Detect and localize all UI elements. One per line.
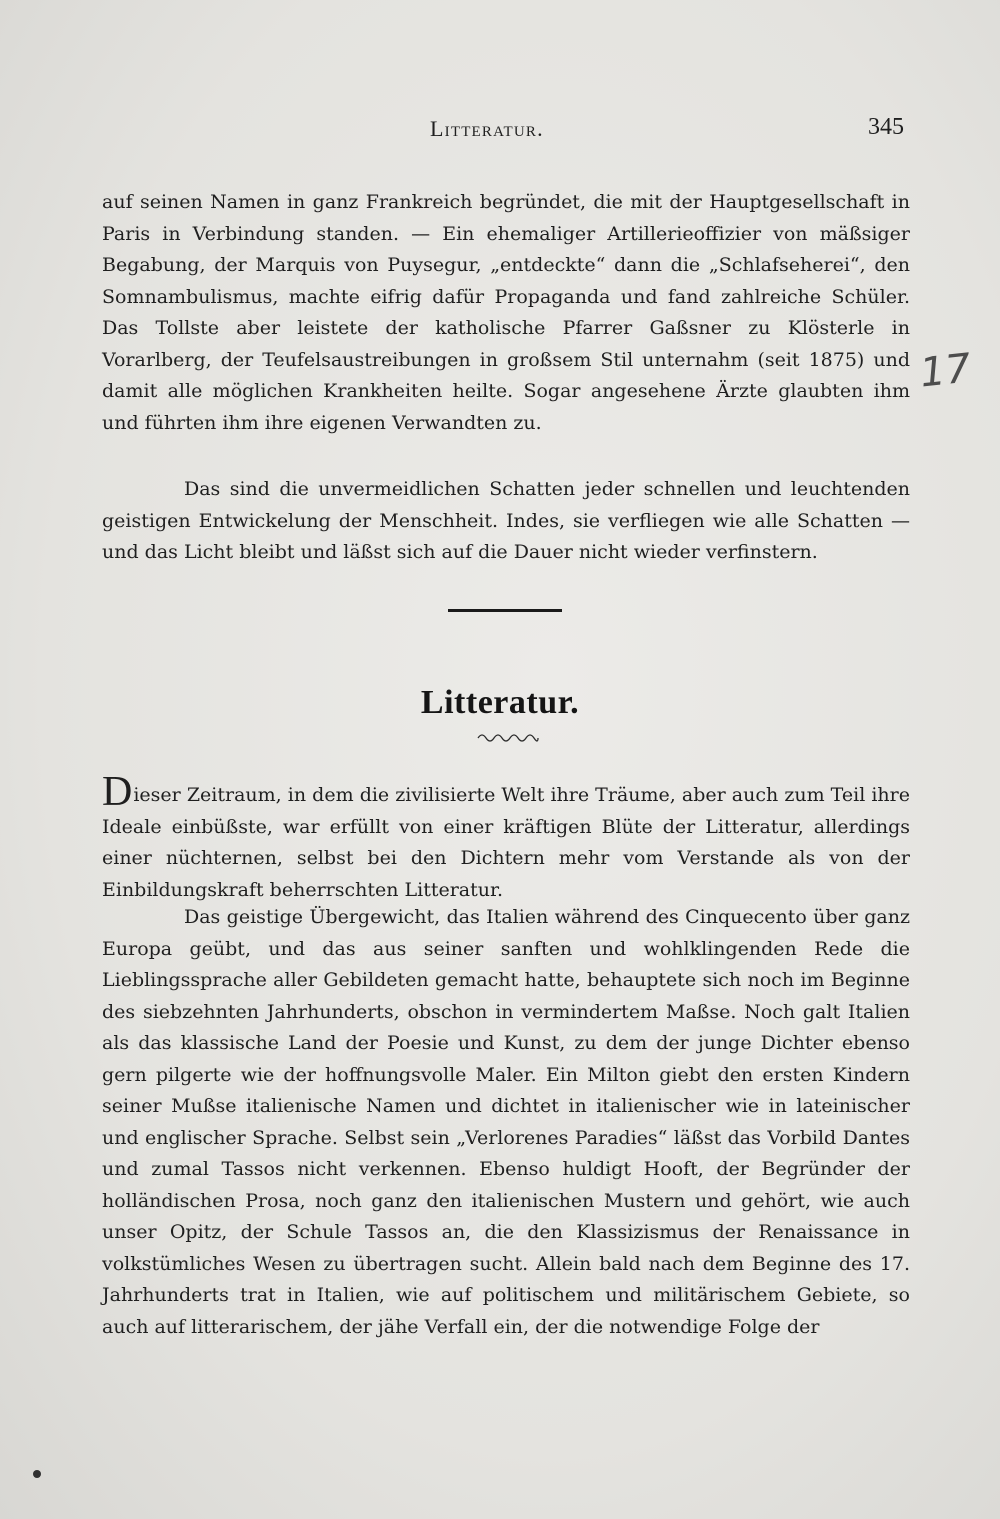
section-first-paragraph [102, 769, 910, 906]
section-title: Litteratur. [420, 684, 580, 721]
page-number: 345 [868, 114, 904, 140]
running-head: Litteratur. [430, 116, 544, 141]
drop-cap-letter: D [102, 769, 133, 815]
handwritten-margin-note: 17 [917, 345, 974, 397]
section-divider-rule [448, 609, 562, 612]
paragraph-continued: auf seinen Namen in ganz Frankreich begründet, die mit der Hauptgesellschaft in Paris in Verbindung standen. — Ein ehemaliger Artillerieoffizier von mäßsiger Begabung, der Marquis von Puysegur, „entdeckte“ dann die „Schlafseherei“, den Somnambulismus, machte eifrig dafür Propaganda und fand zahlreiche Schüler. Das Tollste aber leistete der katholische Pfarrer Gaßsner zu Klösterle in Vorarlberg, der Teufelsaustreibungen in großsem Stil unternahm (seit 1875) und damit alle möglichen Krankheiten heilte. Sogar angesehene Ärzte glaubten ihm und führten ihm ihre eigenen Verwandten zu. [102, 191, 910, 434]
wavy-ornament-icon [476, 730, 540, 744]
ink-speck [33, 1470, 41, 1478]
paragraph-closing: Das sind die unvermeidlichen Schatten jeder schnellen und leuchtenden geistigen Entwickelung der Menschheit. Indes, sie verfliegen wie alle Schatten — und das Licht bleibt und läßst sich auf die Dauer nicht wieder verfinstern. [102, 478, 910, 563]
section-second-paragraph: Das geistige Übergewicht, das Italien während des Cinquecento über ganz Europa geübt, und das aus seiner sanften und wohlklingenden Rede die Lieblingssprache aller Gebildeten gemacht hatte, behauptete sich noch im Beginne des siebzehnten Jahrhunderts, obschon in vermindertem Maßse. Noch galt Italien als das klassische Land der Poesie und Kunst, zu dem der junge Dichter ebenso gern pilgerte wie der hoffnungsvolle Maler. Ein Milton giebt den ersten Kindern seiner Mußse italienische Namen und dichtet in italienischer wie in lateinischer und englischer Sprache. Selbst sein „Verlorenes Paradies“ läßst das Vorbild Dantes und zumal Tassos nicht verkennen. Ebenso huldigt Hooft, der Begründer der holländischen Prosa, noch ganz den italienischen Mustern und gehört, wie auch unser Opitz, der Schule Tassos an, die den Klassizismus der Renaissance in volkstümliches Wesen zu übertragen sucht. Allein bald nach dem Beginne des 17. Jahrhunderts trat in Italien, wie auf politischem und militärischem Gebiete, so auch auf litterarischem, der jähe Verfall ein, der die notwendige Folge der [102, 906, 910, 1338]
section-first-paragraph-text: ieser Zeitraum, in dem die zivilisierte Welt ihre Träume, aber auch zum Teil ihre Ideale einbüßste, war erfüllt von einer kräftigen Blüte der Litteratur, allerdings einer nüchternen, selbst bei den Dichtern mehr vom Verstande als von der Einbildungskraft beherrschten Litteratur. [102, 784, 910, 901]
